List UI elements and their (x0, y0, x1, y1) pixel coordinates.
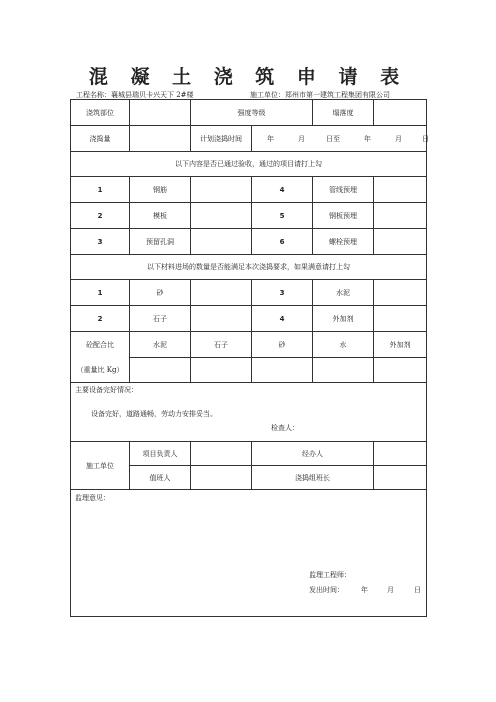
row-pour-part (71, 100, 427, 126)
inspection-check[interactable] (191, 203, 252, 229)
mix-ratio-values-row (71, 358, 427, 383)
inspection-check[interactable] (191, 229, 252, 255)
label-plan-time: 计划浇捣时间 (191, 126, 252, 152)
materials-item: 外加剂 (313, 306, 374, 332)
materials-item: 砂 (130, 280, 191, 306)
inspection-header: 以下内容是否已通过验收，通过的项目请打上勾 (71, 152, 427, 177)
team-leader-label: 浇捣组班长 (252, 466, 374, 490)
inspection-no: 5 (252, 203, 313, 229)
inspection-no: 1 (71, 177, 130, 203)
manager-label: 项目负责人 (130, 442, 191, 466)
handler-value[interactable] (374, 442, 427, 466)
mix-water-value[interactable] (313, 358, 374, 383)
date-year2: 年 (364, 135, 371, 143)
engineer-label: 监理工程师： (309, 571, 351, 579)
project-name: 工程名称：襄城县瑞贝卡兴天下 2#楼 (76, 91, 194, 99)
materials-header: 以下材料进场的数量是否能满足本次浇捣要求，如果满意请打上勾 (71, 255, 427, 280)
inspection-item: 模板 (130, 203, 191, 229)
inspection-header-row (71, 152, 427, 177)
handler-label: 经办人 (252, 442, 374, 466)
duty-value[interactable] (191, 466, 252, 490)
materials-check[interactable] (191, 280, 252, 306)
equipment-cell (71, 383, 427, 442)
mix-stone-label: 石子 (191, 332, 252, 358)
issue-year: 年 (361, 586, 368, 594)
inspection-row (71, 177, 427, 203)
materials-no: 3 (252, 280, 313, 306)
equipment-text: 设备完好，道路通畅，劳动力安排妥当。 (91, 410, 217, 418)
mix-label: 砼配合比 (71, 332, 130, 358)
mix-admixture-label: 外加剂 (374, 332, 427, 358)
inspection-item: 钢板预埋 (313, 203, 374, 229)
supervision-row (71, 490, 427, 617)
inspection-row (71, 229, 427, 255)
materials-no: 1 (71, 280, 130, 306)
inspection-check[interactable] (374, 177, 427, 203)
materials-check[interactable] (191, 306, 252, 332)
mix-water-label: 水 (313, 332, 374, 358)
equipment-heading: 主要设备完好情况： (75, 386, 138, 394)
materials-item: 水泥 (313, 280, 374, 306)
inspection-row (71, 203, 427, 229)
materials-check[interactable] (374, 306, 427, 332)
mix-unit-label: （重量比 Kg） (71, 358, 130, 383)
construction-unit-label: 施工单位 (71, 442, 130, 490)
manager-value[interactable] (191, 442, 252, 466)
supervision-heading: 监理意见： (75, 494, 110, 502)
issue-day: 日 (414, 586, 421, 594)
inspection-item: 管线预埋 (313, 177, 374, 203)
mix-admixture-value[interactable] (374, 358, 427, 383)
materials-no: 4 (252, 306, 313, 332)
label-pour-qty: 浇捣量 (71, 126, 130, 152)
mix-sand-label: 砂 (252, 332, 313, 358)
inspector-label: 检查人： (271, 424, 299, 432)
team-leader-value[interactable] (374, 466, 427, 490)
date-year: 年 (267, 135, 274, 143)
construction-row-1 (71, 442, 427, 466)
inspection-check[interactable] (374, 229, 427, 255)
equipment-row (71, 383, 427, 442)
materials-row (71, 280, 427, 306)
inspection-no: 2 (71, 203, 130, 229)
inspection-no: 3 (71, 229, 130, 255)
duty-label: 值班人 (130, 466, 191, 490)
label-pour-part: 浇筑部位 (71, 100, 130, 126)
issue-month: 月 (387, 586, 394, 594)
mix-cement-label: 水泥 (130, 332, 191, 358)
inspection-no: 6 (252, 229, 313, 255)
value-plan-time[interactable] (252, 126, 427, 152)
materials-no: 2 (71, 306, 130, 332)
inspection-item: 螺栓预埋 (313, 229, 374, 255)
inspection-no: 4 (252, 177, 313, 203)
inspection-item: 钢筋 (130, 177, 191, 203)
materials-item: 石子 (130, 306, 191, 332)
inspection-item: 预留孔洞 (130, 229, 191, 255)
label-strength: 强度等级 (191, 100, 313, 126)
inspection-check[interactable] (191, 177, 252, 203)
inspection-check[interactable] (374, 203, 427, 229)
materials-row (71, 306, 427, 332)
mix-stone-value[interactable] (191, 358, 252, 383)
mix-sand-value[interactable] (252, 358, 313, 383)
materials-check[interactable] (374, 280, 427, 306)
row-pour-qty (71, 126, 427, 152)
label-slump: 塌落度 (313, 100, 374, 126)
date-day-to: 日至 (326, 135, 340, 143)
construction-unit: 施工单位：郑州市第一建筑工程集团有限公司 (250, 91, 390, 99)
pour-application-table (70, 99, 427, 617)
date-day2: 日 (422, 135, 429, 143)
issue-time-label: 发出时间： (309, 586, 344, 594)
materials-header-row (71, 255, 427, 280)
form-title: 混 凝 土 浇 筑 申 请 表 (88, 66, 408, 88)
date-month2: 月 (395, 135, 402, 143)
mix-ratio-row (71, 332, 427, 358)
value-slump[interactable] (374, 100, 427, 126)
value-pour-qty[interactable] (130, 126, 191, 152)
value-pour-part[interactable] (130, 100, 191, 126)
date-month: 月 (298, 135, 305, 143)
mix-cement-value[interactable] (130, 358, 191, 383)
supervision-cell (71, 490, 427, 617)
